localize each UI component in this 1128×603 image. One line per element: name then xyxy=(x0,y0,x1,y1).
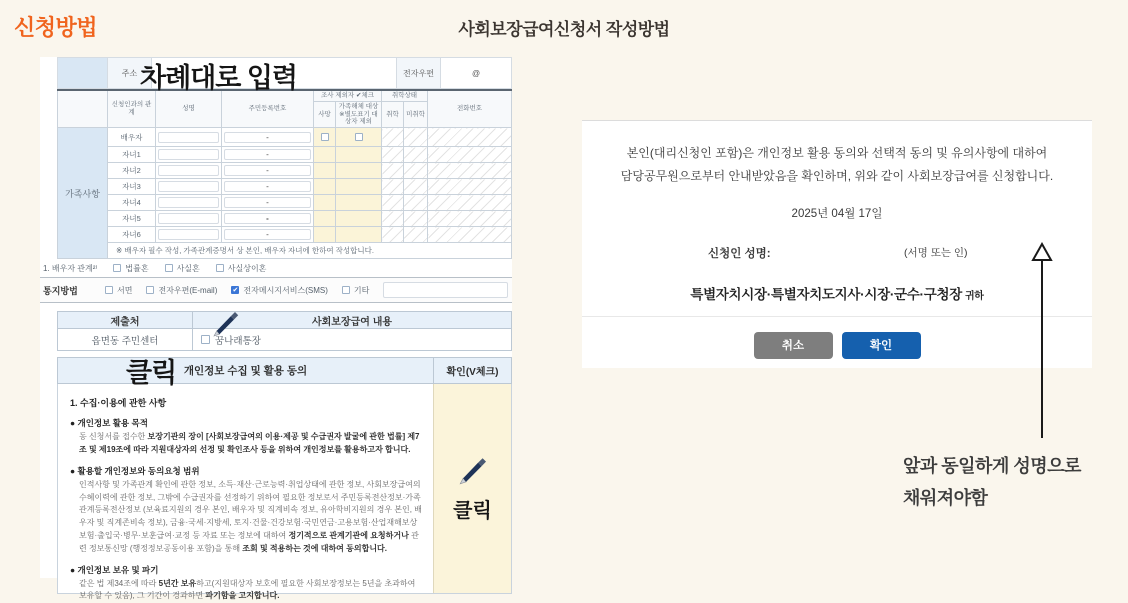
page-title: 사회보장급여신청서 작성방법 xyxy=(458,20,670,39)
dialog-divider xyxy=(582,316,1092,317)
col-school: 취학상태 xyxy=(382,90,428,101)
corner-cell xyxy=(58,90,108,128)
checkbox-cell xyxy=(314,211,336,227)
checkbox-cell xyxy=(314,163,336,179)
consent-bullet3-body: 같은 법 제34조에 따라 5년간 보유하고(지원대상자 보호에 필요한 사회보장정보는 5년을 초과하여 보유할 수 있음), 그 기간이 경과하면 파기함을 고지합니다. xyxy=(79,578,416,601)
rrn-input[interactable]: - xyxy=(222,147,314,163)
submit-office-value: 읍면동 주민센터 xyxy=(58,329,193,351)
disabled-cell xyxy=(404,128,428,147)
col-benefit: 사회보장급여 내용 xyxy=(193,312,512,329)
col-phone: 전화번호 xyxy=(428,90,512,128)
rrn-input[interactable]: - xyxy=(222,211,314,227)
family-checkbox[interactable] xyxy=(355,133,363,141)
consent-header-bar xyxy=(57,357,512,389)
family-table xyxy=(57,89,512,259)
other-input[interactable] xyxy=(383,282,508,298)
option-label: 기타 xyxy=(353,285,370,295)
consent-body xyxy=(57,384,512,601)
submit-table xyxy=(57,311,512,351)
row-label-child1: 자녀1 xyxy=(108,147,156,163)
disabled-cell xyxy=(382,227,404,243)
statement-line1: 본인(대리신청인 포함)은 개인정보 활용 동의와 선택적 동의 및 유의사항에 대하여 xyxy=(626,146,1048,160)
applicant-name-row xyxy=(582,245,1092,261)
name-input[interactable] xyxy=(156,211,222,227)
click-annotation: 클릭 xyxy=(453,499,492,522)
spouse-relation-row xyxy=(40,259,512,277)
table-row xyxy=(58,163,512,179)
signature-hint: (서명 또는 인) xyxy=(904,246,968,259)
disabled-cell xyxy=(404,195,428,211)
row-label-child5: 자녀5 xyxy=(108,211,156,227)
disabled-cell xyxy=(404,211,428,227)
disabled-cell xyxy=(404,227,428,243)
row-label-child3: 자녀3 xyxy=(108,179,156,195)
disabled-cell xyxy=(428,147,512,163)
option-label: 서면 xyxy=(117,285,133,295)
row-label-spacer xyxy=(58,58,108,88)
consent-statement xyxy=(582,142,1092,188)
rrn-input[interactable]: - xyxy=(222,163,314,179)
option-label: 사실혼 xyxy=(176,263,200,273)
col-exclude-family: 가족해체 대상 ※별도표기 대상자 제외 xyxy=(336,101,382,127)
family-group-label: 가족사항 xyxy=(58,128,108,259)
disabled-cell xyxy=(428,211,512,227)
rrn-input[interactable]: - xyxy=(222,179,314,195)
address-label: 주소 xyxy=(108,58,152,88)
checkbox-cell xyxy=(336,227,382,243)
recipient-title: 특별자치시장·특별자치도지사·시장·군수·구청장 xyxy=(690,286,962,302)
benefit-cell xyxy=(193,329,512,351)
disabled-cell xyxy=(428,179,512,195)
confirmation-dialog xyxy=(582,120,1092,368)
option-label: 전자메시지서비스(SMS) xyxy=(243,285,328,295)
rrn-input[interactable]: - xyxy=(222,128,314,147)
col-submit-office: 제출처 xyxy=(58,312,193,329)
consent-text xyxy=(58,384,433,601)
table-row xyxy=(58,211,512,227)
email-input[interactable]: @ xyxy=(441,58,511,88)
checkbox-cell xyxy=(336,179,382,195)
cancel-button[interactable]: 취소 xyxy=(754,332,833,359)
recipient-line xyxy=(582,283,1092,303)
option-other[interactable] xyxy=(342,285,369,296)
benefit-checkbox[interactable] xyxy=(201,335,210,344)
disabled-cell xyxy=(382,211,404,227)
option-email[interactable] xyxy=(146,285,217,296)
consent-bullet2-title: ● 활용할 개인정보와 동의요청 범위 xyxy=(70,465,200,476)
option-defacto-divorce[interactable] xyxy=(216,263,267,274)
disabled-cell xyxy=(404,179,428,195)
col-exclude-death: 사망 xyxy=(314,101,336,127)
family-table-footnote: ※ 배우자 필수 작성, 가족관계증명서 상 본인, 배우자 자녀에 한하여 작성합니다. xyxy=(108,243,512,259)
checkbox-cell xyxy=(314,179,336,195)
disabled-cell xyxy=(404,147,428,163)
confirm-button[interactable]: 확인 xyxy=(842,332,921,359)
col-school-yes: 취학 xyxy=(382,101,404,127)
checkbox-cell xyxy=(336,147,382,163)
option-sms[interactable] xyxy=(231,285,328,296)
checkbox[interactable] xyxy=(105,286,113,294)
family-checkbox-cell[interactable] xyxy=(336,128,382,147)
disabled-cell xyxy=(382,147,404,163)
disabled-cell xyxy=(428,128,512,147)
applicant-name-label: 신청인 성명: xyxy=(708,247,771,260)
callout-line1: 앞과 동일하게 성명으로 xyxy=(903,456,1081,476)
table-row xyxy=(58,195,512,211)
disabled-cell xyxy=(382,195,404,211)
col-name: 성명 xyxy=(156,90,222,128)
notify-label: 통지방법 xyxy=(43,285,78,296)
row-label-child6: 자녀6 xyxy=(108,227,156,243)
rrn-input[interactable]: - xyxy=(222,227,314,243)
checkbox-cell xyxy=(336,195,382,211)
option-label: 전자우편(E-mail) xyxy=(158,285,218,295)
checkbox[interactable] xyxy=(216,264,224,272)
click-annotation: 클릭 xyxy=(126,358,177,389)
table-row xyxy=(58,179,512,195)
death-checkbox-cell[interactable] xyxy=(314,128,336,147)
callout-annotation xyxy=(903,450,1081,514)
consent-bullet3-title: ● 개인정보 보유 및 파기 xyxy=(70,564,159,575)
enter-in-order-annotation: 차례대로 입력 xyxy=(140,63,297,93)
row-label-child4: 자녀4 xyxy=(108,195,156,211)
checkbox[interactable] xyxy=(113,264,121,272)
option-defacto-marriage[interactable] xyxy=(165,263,200,274)
consent-bullet2-body: 인적사항 및 가족관계 확인에 관한 정보, 소득·재산·근로능력·취업상태에 관한 정보, 사회보장급여의 수혜이력에 관한 정보, 그밖에 수급권자를 선정하기 위하여 필요한 정보로서 주민등록전산정보·가족관계등록전산정보 (보육료지원의 경우 본인, 배우자 및 직계비속 정보, 유아학비지원의 경우 본인, 배우자 및 직계존비속 정보), 금융·국세·지방세, 토지·건물·건강보험·국민연금·고용보험·산업재해보상보험·출입국·병무·보훈급여·교정 등 자료 또는 정보에 대하여 정기적으로 관계기관에 요청하거나 관련 정보통신망 (행정정보공동이용 포함)을 통해 조회 및 적용하는 것에 대하여 동의합니다. xyxy=(79,479,422,553)
email-label: 전자우편 xyxy=(397,58,441,88)
name-input[interactable] xyxy=(156,195,222,211)
consent-bullet1-body: 동 신청서를 접수한 보장기관의 장이 [사회보장급여의 이용·제공 및 수급권자 발굴에 관한 법률] 제7조 및 제19조에 따라 지원대상자의 선정 및 확인조사 등을 위하여 개인정보를 활용하고자 합니다. xyxy=(79,432,420,454)
consent-section1-title: 1. 수집·이용에 관한 사항 xyxy=(70,398,167,409)
name-input[interactable] xyxy=(156,227,222,243)
col-exclude: 조사 제외자 ✔체크 xyxy=(314,90,382,101)
consent-title: 개인정보 수집 및 활용 동의 xyxy=(183,365,308,378)
pen-icon xyxy=(211,309,241,342)
disabled-cell xyxy=(382,179,404,195)
option-label: 사실상이혼 xyxy=(227,263,267,273)
section-label: 신청방법 xyxy=(14,15,98,40)
checkbox-cell xyxy=(314,147,336,163)
name-input[interactable] xyxy=(156,128,222,147)
checkbox-cell xyxy=(314,227,336,243)
checkbox[interactable] xyxy=(165,264,173,272)
name-input[interactable] xyxy=(156,147,222,163)
checked-checkbox[interactable]: ✔ xyxy=(232,287,239,295)
notify-method-row xyxy=(40,277,512,303)
consent-check-header: 확인(V체크) xyxy=(433,358,511,383)
rrn-input[interactable]: - xyxy=(222,195,314,211)
pen-icon xyxy=(457,455,489,492)
col-school-no: 미취학 xyxy=(404,101,428,127)
address-row xyxy=(57,57,512,93)
checkbox[interactable] xyxy=(342,286,350,294)
table-row xyxy=(58,227,512,243)
table-row xyxy=(58,128,512,147)
name-input[interactable] xyxy=(156,179,222,195)
consent-check-column[interactable] xyxy=(433,384,511,593)
checkbox-cell xyxy=(336,211,382,227)
table-row xyxy=(58,147,512,163)
row-label-child2: 자녀2 xyxy=(108,163,156,179)
statement-line2: 담당공무원으로부터 안내받았음을 확인하며, 위와 같이 사회보장급여를 신청합니다. xyxy=(620,168,1054,183)
row-label-spouse: 배우자 xyxy=(108,128,156,147)
disabled-cell xyxy=(428,163,512,179)
recipient-suffix: 귀하 xyxy=(964,290,984,302)
disabled-cell xyxy=(404,163,428,179)
name-input[interactable] xyxy=(156,163,222,179)
checkbox-cell xyxy=(314,195,336,211)
disabled-cell xyxy=(382,128,404,147)
checkbox[interactable] xyxy=(146,286,154,294)
checkbox-cell xyxy=(336,163,382,179)
col-rrn: 주민등록번호 xyxy=(222,90,314,128)
col-relation: 신청인과의 관계 xyxy=(108,90,156,128)
arrow-up-icon xyxy=(1031,242,1053,442)
option-label: 법률혼 xyxy=(125,263,149,273)
consent-bullet1-title: ● 개인정보 활용 목적 xyxy=(70,418,148,429)
option-legal-marriage[interactable] xyxy=(113,263,148,274)
callout-line2: 채워져야함 xyxy=(903,488,988,508)
disabled-cell xyxy=(428,227,512,243)
disabled-cell xyxy=(428,195,512,211)
death-checkbox[interactable] xyxy=(321,133,329,141)
application-date: 2025년 04월 17일 xyxy=(791,207,883,220)
application-form-screenshot xyxy=(40,57,512,601)
disabled-cell xyxy=(382,163,404,179)
option-paper[interactable] xyxy=(105,285,132,296)
benefit-label: 꿈나래통장 xyxy=(215,335,261,347)
spouse-relation-label: 1. 배우자 관계²⁾ xyxy=(43,263,98,273)
